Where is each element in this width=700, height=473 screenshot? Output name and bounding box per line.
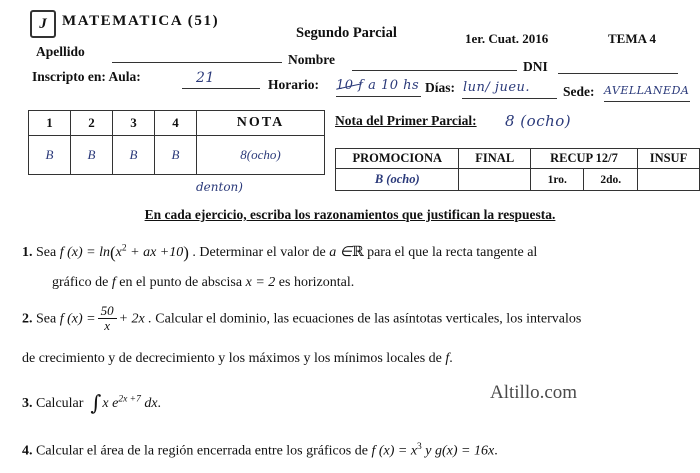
exercise-4	[22, 440, 682, 462]
dni-label: DNI	[523, 59, 548, 74]
exercise-1-text-g: es horizontal.	[278, 275, 355, 290]
aula-rule	[182, 88, 260, 89]
exercise-4-end: .	[494, 443, 498, 459]
grade-mark-2: B	[71, 136, 113, 175]
sede-value: AVELLANEDA	[604, 84, 690, 97]
exercise-2	[22, 305, 682, 333]
exercise-1-f2: f	[111, 275, 116, 290]
dias-rule	[462, 98, 557, 99]
watermark: Altillo.com	[490, 382, 578, 403]
exercise-2-text-c: de crecimiento y de decrecimiento y los máximos y los mínimos locales de	[22, 351, 442, 366]
dni-rule	[558, 73, 678, 74]
exercise-2-text-b: Calcular el dominio, las ecuaciones de las asíntotas verticales, los intervalos	[155, 311, 582, 327]
grades-col-1: 1	[29, 111, 71, 136]
table-row	[336, 169, 700, 191]
tema-label: TEMA 4	[608, 31, 657, 46]
exercise-4-f: f (x) = x	[371, 443, 418, 459]
apellido-rule	[112, 62, 282, 63]
exercise-1-function: f (x) = ln	[59, 245, 110, 260]
exercise-1-text-c: para el que la recta tangente al	[367, 245, 538, 260]
logo-box: J	[30, 10, 56, 38]
grade-mark-1: B	[29, 136, 71, 175]
exercise-4-f-exponent: 3	[417, 442, 422, 452]
subject-title: MATEMATICA (51)	[62, 13, 220, 29]
fraction-numerator: 50	[98, 304, 117, 319]
promo-header-insuf: INSUF	[637, 149, 699, 169]
horario-rule	[336, 96, 421, 97]
exercise-1-a-in: a ∈	[329, 245, 352, 260]
dias-value: lun/ jueu.	[463, 80, 531, 95]
exercise-3-text-a: Calcular	[36, 396, 84, 411]
nombre-rule	[352, 70, 517, 71]
insuf-value	[637, 169, 699, 191]
inscripto-aula-label: Inscripto en: Aula:	[32, 69, 141, 84]
instruction-text: En cada ejercicio, escriba los razonamientos que justifican la respuesta.	[144, 207, 556, 222]
exercise-3-number: 3.	[22, 396, 33, 411]
exercise-1-arg2: + ax +10	[130, 245, 184, 260]
first-exam-value: 8 (ocho)	[505, 112, 572, 130]
grades-table	[28, 110, 325, 175]
table-row	[336, 149, 700, 169]
grades-col-4: 4	[155, 111, 197, 136]
horario-label: Horario:	[268, 77, 319, 92]
exercise-2-text-a: Sea	[36, 311, 57, 327]
exercise-2-fraction	[98, 304, 117, 332]
exercise-1-x2: x = 2	[245, 275, 276, 290]
exercise-1-reals: ℝ	[351, 244, 364, 260]
exercise-1-text-b: . Determinar el valor de	[192, 245, 326, 260]
first-exam-label: Nota del Primer Parcial:	[335, 113, 477, 128]
promo-header-final: FINAL	[459, 149, 531, 169]
exercise-1-text-e: en el punto de abscisa	[119, 275, 243, 290]
term-label: 1er. Cuat. 2016	[465, 31, 549, 46]
exercise-4-number: 4.	[22, 443, 33, 459]
exercise-3-text-b: .	[157, 396, 162, 411]
sede-label: Sede:	[563, 84, 595, 99]
promo-header-promociona: PROMOCIONA	[336, 149, 459, 169]
exercise-2-text-d: .	[449, 351, 453, 366]
grade-mark-4: B	[155, 136, 197, 175]
exercise-3-expr: x e	[102, 396, 119, 411]
exercise-1-number: 1.	[22, 245, 33, 260]
exercise-2-function: f (x) =	[59, 311, 96, 327]
grades-annotation: denton)	[196, 180, 243, 194]
aula-value: 21	[196, 70, 215, 86]
table-row	[29, 111, 325, 136]
exercise-1: 1. Sea f $(x) = \ln(x^2$ + ax +10) . Determinar el valor de a ∈ℝ para el que la recta tangente al	[22, 243, 538, 262]
exercise-1-arg: x	[115, 245, 122, 260]
grade-mark-3: B	[113, 136, 155, 175]
fraction-denominator: x	[104, 317, 110, 333]
exam-title: Segundo Parcial	[296, 25, 397, 41]
promo-header-recup: RECUP 12/7	[531, 149, 638, 169]
recup-2do: 2do.	[584, 169, 638, 191]
exercise-2-f2: f	[445, 351, 450, 366]
promo-table	[335, 148, 700, 191]
sede-rule	[604, 101, 690, 102]
exercise-1-text-d: gráfico de	[52, 275, 109, 290]
exercise-4-and: y	[425, 443, 432, 459]
grades-col-2: 2	[71, 111, 113, 136]
exercise-3-dx: dx	[144, 396, 158, 411]
grades-col-nota: NOTA	[197, 111, 325, 136]
nombre-label: Nombre	[288, 52, 335, 67]
apellido-label: Apellido	[36, 44, 85, 59]
exercise-2-number: 2.	[22, 311, 33, 327]
grade-nota-value: 8(ocho)	[197, 136, 325, 175]
dias-label: Días:	[425, 80, 455, 95]
table-row	[29, 136, 325, 175]
integral-icon: ∫	[90, 391, 102, 415]
exercise-4-text-a: Calcular el área de la región encerrada entre los gráficos de	[36, 443, 368, 459]
grades-col-3: 3	[113, 111, 155, 136]
horario-value: 10 f a 10 hs	[336, 78, 420, 93]
exercise-3	[22, 388, 422, 420]
exercise-1-line2	[52, 272, 692, 293]
exercise-4-g: g(x) = 16x	[435, 443, 495, 459]
exercise-1-text-a: Sea	[36, 245, 57, 260]
final-value	[459, 169, 531, 191]
exercise-2-line2	[22, 348, 682, 369]
exercise-2-rest: + 2x .	[118, 311, 152, 327]
promo-value: B (ocho)	[336, 169, 459, 191]
exercise-3-exponent: 2x +7	[118, 394, 141, 405]
recup-1ro: 1ro.	[531, 169, 584, 191]
